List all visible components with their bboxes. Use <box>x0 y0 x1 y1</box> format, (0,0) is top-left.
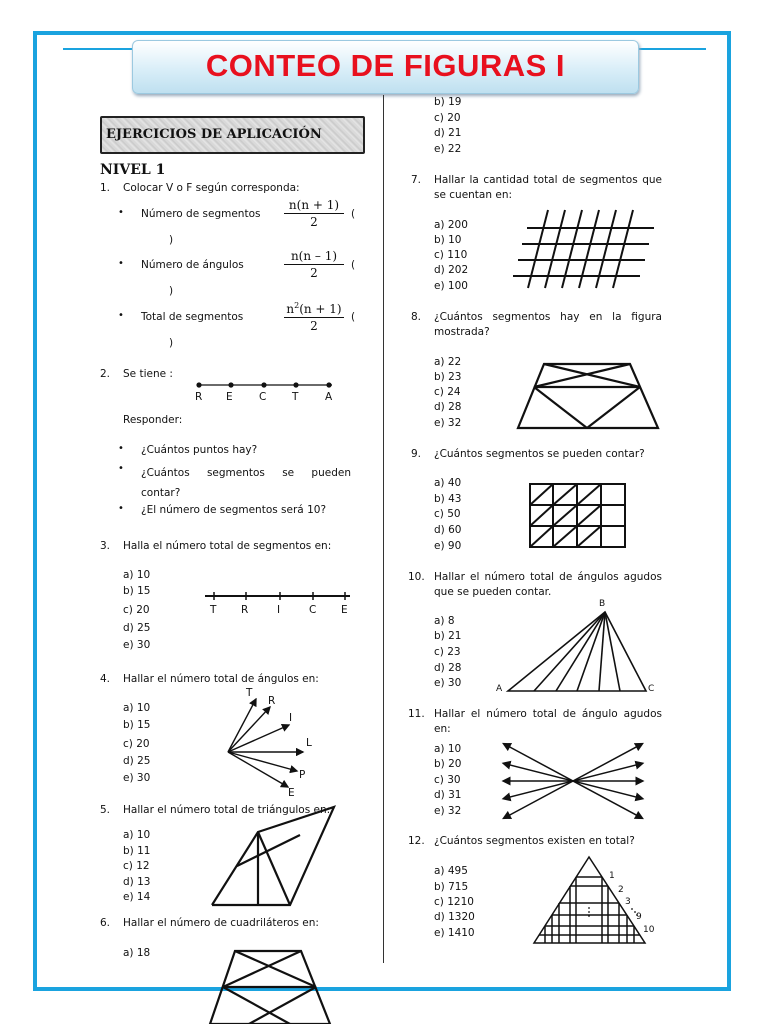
option: b) 21 <box>434 630 462 642</box>
vertex-label: C <box>648 684 655 694</box>
q2-respond: Responder: <box>123 414 183 426</box>
fraction <box>284 301 344 333</box>
bullet: • <box>118 310 124 321</box>
q3-text: Halla el número total de segmentos en: <box>123 540 332 552</box>
q2-number: 2. <box>100 368 111 380</box>
section-heading: EJERCICIOS DE APLICACIÓN <box>100 116 365 154</box>
ray-label: E <box>288 787 295 799</box>
option: b) 10 <box>434 234 462 246</box>
q1-item-label: Número de ángulos <box>141 259 244 271</box>
q1-text: Colocar V o F según corresponda: <box>123 182 300 194</box>
q7-number: 7. <box>411 174 422 186</box>
option: b) 20 <box>434 758 462 770</box>
option: e) 1410 <box>434 927 475 939</box>
fraction-numerator: n(n – 1) <box>284 249 344 265</box>
option: b) 11 <box>123 845 151 857</box>
option: c) 24 <box>434 386 461 398</box>
option: e) 30 <box>123 639 151 651</box>
bullet: • <box>118 258 124 269</box>
ray-label: L <box>306 737 312 749</box>
page-title: CONTEO DE FIGURAS I <box>132 40 639 94</box>
point-label: A <box>325 391 333 403</box>
column-divider <box>383 95 384 963</box>
q4-text: Hallar el número total de ángulos en: <box>123 673 319 685</box>
point-label: C <box>309 604 317 616</box>
row-label: 10 <box>643 925 655 935</box>
q12-number: 12. <box>408 835 425 847</box>
power-base: n <box>286 302 295 316</box>
option: c) 30 <box>434 774 461 786</box>
row-label: 1 <box>609 871 615 881</box>
bullet: • <box>118 207 124 218</box>
fraction-denominator: 2 <box>310 266 318 280</box>
fraction-denominator: 2 <box>310 215 318 229</box>
option: a) 8 <box>434 615 455 627</box>
option: a) 10 <box>123 829 151 841</box>
answer-paren-close: ) <box>169 234 174 246</box>
option: c) 20 <box>123 738 150 750</box>
answer-paren-close: ) <box>169 337 174 349</box>
option: a) 10 <box>434 743 462 755</box>
q12-triangle-figure <box>0 0 1 1</box>
option: e) 22 <box>434 143 462 155</box>
point-label: T <box>292 391 299 403</box>
option: d) 25 <box>123 755 151 767</box>
fraction <box>284 198 344 229</box>
option: d) 13 <box>123 876 151 888</box>
q2-text: Se tiene : <box>123 368 173 380</box>
bullet: • <box>118 443 124 454</box>
bullet: • <box>118 503 124 514</box>
option: d) 25 <box>123 622 151 634</box>
q11-number: 11. <box>408 708 425 720</box>
option: a) 10 <box>123 702 151 714</box>
fraction <box>284 249 344 280</box>
answer-paren-open: ( <box>351 208 356 220</box>
level-heading: NIVEL 1 <box>100 162 166 178</box>
ray-label: P <box>299 769 306 781</box>
title-rule-left <box>63 48 133 50</box>
option: e) 30 <box>434 677 462 689</box>
option: e) 32 <box>434 417 462 429</box>
q6-text: Hallar el número de cuadriláteros en: <box>123 917 319 929</box>
option: a) 40 <box>434 477 462 489</box>
numerator-rest: (n + 1) <box>299 302 342 316</box>
q11-text: Hallar el número total de ángulo agudos en: <box>434 708 662 735</box>
q9-text: ¿Cuántos segmentos se pueden contar? <box>434 448 645 460</box>
option: c) 110 <box>434 249 468 261</box>
option: c) 20 <box>434 112 461 124</box>
answer-paren-open: ( <box>351 259 356 271</box>
ray-label: I <box>289 712 293 724</box>
option: a) 18 <box>123 947 151 959</box>
q9-number: 9. <box>411 448 422 460</box>
option: d) 28 <box>434 401 462 413</box>
answer-paren-open: ( <box>351 311 356 323</box>
point-label: T <box>210 604 217 616</box>
point-label: R <box>241 604 249 616</box>
bullet: • <box>118 463 124 474</box>
q7-text: Hallar la cantidad total de segmentos que se cuentan en: <box>434 174 662 201</box>
vertex-label: A <box>496 684 503 694</box>
row-label: 3 <box>625 897 631 907</box>
option: e) 32 <box>434 805 462 817</box>
option: d) 31 <box>434 789 462 801</box>
option: a) 200 <box>434 219 468 231</box>
option: a) 10 <box>123 569 151 581</box>
point-label: C <box>259 391 267 403</box>
q12-text: ¿Cuántos segmentos existen en total? <box>434 835 635 847</box>
point-label: E <box>341 604 348 616</box>
option: e) 30 <box>123 772 151 784</box>
fraction-numerator: n(n + 1) <box>284 198 344 214</box>
option: d) 28 <box>434 662 462 674</box>
option: c) 23 <box>434 646 461 658</box>
q1-item-label: Número de segmentos <box>141 208 261 220</box>
option: a) 22 <box>434 356 462 368</box>
q2-bullet: ¿Cuántos segmentos se pueden contar? <box>141 467 351 499</box>
row-label: 2 <box>618 885 624 895</box>
fraction-denominator: 2 <box>310 319 318 333</box>
point-label: E <box>226 391 233 403</box>
option: b) 15 <box>123 719 151 731</box>
option: e) 14 <box>123 891 151 903</box>
option: d) 21 <box>434 127 462 139</box>
option: c) 50 <box>434 508 461 520</box>
option: d) 60 <box>434 524 462 536</box>
q2-bullet: ¿El número de segmentos será 10? <box>141 504 327 516</box>
option: c) 1210 <box>434 896 474 908</box>
q8-number: 8. <box>411 311 422 323</box>
vertex-label: B <box>599 599 606 609</box>
option: d) 202 <box>434 264 469 276</box>
option: b) 43 <box>434 493 462 505</box>
q4-number: 4. <box>100 673 111 685</box>
ray-label: R <box>268 695 276 707</box>
option: b) 15 <box>123 585 151 597</box>
fraction-numerator <box>284 301 344 318</box>
option: b) 23 <box>434 371 462 383</box>
option: e) 100 <box>434 280 468 292</box>
option: d) 1320 <box>434 911 475 923</box>
q6-number: 6. <box>100 917 111 929</box>
q10-number: 10. <box>408 571 425 583</box>
q5-number: 5. <box>100 804 111 816</box>
q1-number: 1. <box>100 182 111 194</box>
q2-bullet: ¿Cuántos puntos hay? <box>141 444 258 456</box>
q3-number: 3. <box>100 540 111 552</box>
ray-label: T <box>246 687 253 699</box>
q1-item-label: Total de segmentos <box>141 311 244 323</box>
q10-text: Hallar el número total de ángulos agudos que se pueden contar. <box>434 571 662 598</box>
option: a) 495 <box>434 865 468 877</box>
power-exponent: 2 <box>294 301 300 310</box>
option: e) 90 <box>434 540 462 552</box>
point-label: R <box>195 391 203 403</box>
title-rule-right <box>636 48 706 50</box>
q8-text: ¿Cuántos segmentos hay en la figura mostrada? <box>434 311 662 338</box>
option: c) 20 <box>123 604 150 616</box>
option: b) 715 <box>434 881 469 893</box>
q5-text: Hallar el número total de triángulos en: <box>123 804 331 816</box>
option: c) 12 <box>123 860 150 872</box>
point-label: I <box>277 604 281 616</box>
option: b) 19 <box>434 96 462 108</box>
answer-paren-close: ) <box>169 285 174 297</box>
row-label: 9 <box>636 912 642 922</box>
